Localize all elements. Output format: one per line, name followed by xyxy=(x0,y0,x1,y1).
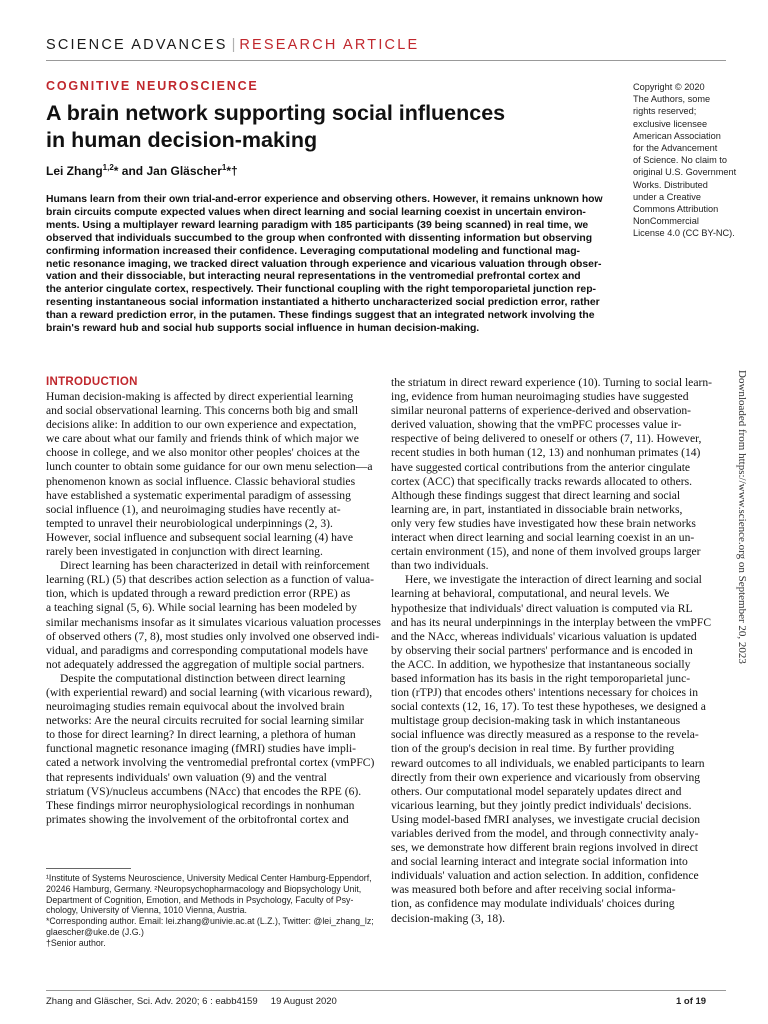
footnote-line: chology, University of Vienna, 1010 Vienna, Austria. xyxy=(46,905,247,916)
body-line: of observed others (7, 8), most studies only involved one observed indi- xyxy=(46,629,380,643)
body-line: others. Our computational model separately updates direct and xyxy=(391,784,682,798)
footnote-line: Department of Cognition, Emotion, and Methods in Psychology, Faculty of Psy- xyxy=(46,894,354,905)
body-line: only very few studies have investigated how these brain networks xyxy=(391,516,696,530)
body-line: tion, which is updated through a reward prediction error (RPE) as xyxy=(46,587,351,601)
body-line: tion (rTPJ) that encodes others' intentions necessary for choices in xyxy=(391,686,698,700)
body-line: derived valuation, showing that the vmPFC processes value ir- xyxy=(391,418,682,432)
title-line: A brain network supporting social influences xyxy=(46,101,506,125)
copyright-line: License 4.0 (CC BY-NC). xyxy=(633,228,735,239)
body-line: Using model-based fMRI analyses, we investigate crucial decision xyxy=(391,812,701,826)
copyright-line: Works. Distributed xyxy=(633,179,708,190)
author-name: Lei Zhang xyxy=(46,164,103,178)
copyright-line: exclusive licensee xyxy=(633,118,708,129)
abstract-line: resenting instantaneous social information instantiated a hitherto uncharacterized social prediction error, rather xyxy=(46,297,600,309)
body-line: recent studies in both human (12, 13) and nonhuman primates (14) xyxy=(391,446,701,460)
body-line: vicarious learning, but they jointly predict individuals' decisions. xyxy=(391,798,692,812)
body-line: and has its neural underpinnings in the interplay between the vmPFC xyxy=(391,615,712,629)
abstract-line: observed that individuals succumbed to the group when confronted with dissenting information but observing xyxy=(46,232,593,244)
body-column-right xyxy=(391,376,719,926)
copyright-line: Copyright © 2020 xyxy=(633,82,705,92)
copyright-line: The Authors, some xyxy=(633,94,711,105)
author-name: Jan Gläscher xyxy=(146,164,222,178)
section-label: COGNITIVE NEUROSCIENCE xyxy=(46,79,259,93)
body-line: not adequately addressed the aggregation of multiple social partners. xyxy=(46,657,365,671)
body-line: phenomenon known as social influence. Classic behavioral studies xyxy=(46,474,356,488)
footer-citation: Zhang and Gläscher, Sci. Adv. 2020; 6 : eabb4159 19 August 2020 xyxy=(46,996,337,1007)
abstract-line: netic resonance imaging, we tracked direct valuation through experience and vicarious valuation through obser- xyxy=(46,258,602,270)
body-line: variables derived from the model, and through connectivity analy- xyxy=(391,827,699,840)
body-line: cated a network involving the ventromedial prefrontal cortex (vmPFC) xyxy=(46,756,375,770)
copyright-line: for the Advancement xyxy=(633,143,718,154)
copyright-line: rights reserved; xyxy=(633,106,697,117)
body-line: have established a systematic experimental paradigm of assessing xyxy=(46,488,351,502)
footnote-line: 20246 Hamburg, Germany. ²Neuropsychopharmacology and Biopsychology Unit, xyxy=(46,883,362,894)
header-separator: | xyxy=(231,37,236,53)
body-line: striatum (VS)/nucleus accumbens (NAcc) that encodes the RPE (6). xyxy=(46,784,362,798)
body-line: similar mechanisms insofar as it simulates vicarious valuation processes xyxy=(46,615,381,629)
body-line: ses, we demonstrate how different brain regions involved in direct xyxy=(391,841,698,855)
body-line: lunch counter to obtain some guidance for our own menu selection—a xyxy=(46,460,373,474)
body-line: (with experiential reward) and social learning (with vicarious reward), xyxy=(46,685,373,699)
journal-header xyxy=(46,37,419,53)
body-line: multistage group decision-making task in which instantaneous xyxy=(391,714,681,728)
body-line: Although these findings suggest that direct learning and social xyxy=(391,488,681,502)
abstract-line: than a reward prediction error, in the putamen. These findings suggest that an integrated network involving the xyxy=(46,310,595,322)
abstract-line: Humans learn from their own trial-and-error experience and observing others. However, it remains unknown how xyxy=(46,194,603,205)
body-line: neuroimaging studies remain equivocal about the involved brain xyxy=(46,700,345,714)
body-line: and social learning interact and integrate social information into xyxy=(391,855,688,869)
body-line: we care about what our family and friends think of which major we xyxy=(46,432,359,446)
abstract-line: brain's reward hub and social hub supports social influence in human decision-making. xyxy=(46,323,480,335)
abstract-line: confirming information increased their confidence. Leveraging computational modeling and functional mag- xyxy=(46,245,581,257)
body-line: primates showing the involvement of the orbitofrontal cortex and xyxy=(46,812,349,826)
body-line: However, social influence and subsequent social learning (4) have xyxy=(46,530,353,544)
body-line: that represents individuals' own valuation (9) and the ventral xyxy=(46,770,327,784)
body-line: functional magnetic resonance imaging (fMRI) studies have impli- xyxy=(46,742,357,756)
author-affiliation: 1 xyxy=(221,163,227,172)
body-line: cortex (ACC) that specifically tracks rewards allocated to others. xyxy=(391,474,693,488)
body-line: decision-making (3, 18). xyxy=(391,911,505,925)
page-number: 1 of 19 xyxy=(676,996,707,1007)
body-line: learning at behavioral, computational, and neural levels. We xyxy=(391,587,670,601)
footnote-line: glaescher@uke.de (J.G.) xyxy=(46,926,144,937)
body-line: vidual, and paradigms and corresponding computational models have xyxy=(46,643,368,657)
body-line: learning are, in part, instantiated in dissociable brain networks, xyxy=(391,502,683,516)
body-line: individuals' valuation and action selection. In addition, confidence xyxy=(391,869,699,883)
body-line: tion, as confidence may modulate individuals' choices during xyxy=(391,897,675,911)
copyright-line: Commons Attribution xyxy=(633,204,719,215)
article-type: RESEARCH ARTICLE xyxy=(239,37,420,53)
body-line: have suggested cortical contributions from the anterior cingulate xyxy=(391,460,691,474)
body-line: choose in college, and we also monitor other peoples' choices at the xyxy=(46,446,360,460)
abstract-line: vation and their dissociable, but interacting neural representations in the ventromedial prefrontal cortex and xyxy=(46,271,581,283)
body-line: Direct learning has been characterized in detail with reinforcement xyxy=(60,559,370,573)
author-affiliation: 1,2 xyxy=(102,163,114,172)
body-line: similar neuronal patterns of experience-derived and observation- xyxy=(391,404,692,418)
footer-rule xyxy=(46,990,726,991)
body-line: was measured both before and after receiving social informa- xyxy=(391,883,676,897)
abstract-line: brain circuits compute expected values when direct learning and social learning coexist in uncertain environ- xyxy=(46,206,586,218)
body-line: ing, evidence from human neuroimaging studies have suggested xyxy=(391,390,689,404)
body-line: by observing their social partners' performance and is encoded in xyxy=(391,643,693,657)
body-line: tion of the group's decision in real time. By further providing xyxy=(391,742,675,756)
body-line: directly from their own experience and vicariously from observing xyxy=(391,770,701,784)
copyright-line: original U.S. Government xyxy=(633,167,737,178)
body-line: social contexts (12, 16, 17). To test these hypotheses, we designed a xyxy=(391,700,706,714)
body-line: social influence (1), and neuroimaging studies have recently at- xyxy=(46,502,341,516)
footnote-line: ¹Institute of Systems Neuroscience, University Medical Center Hamburg-Eppendorf, xyxy=(46,873,372,883)
copyright-line: under a Creative xyxy=(633,191,701,202)
body-line: decisions alike: In addition to our own experience and expectation, xyxy=(46,418,357,432)
footnote-line: †Senior author. xyxy=(46,937,106,948)
body-line: and the NAcc, whereas individuals' vicarious valuation is updated xyxy=(391,629,697,643)
body-line: learning (RL) (5) that describes action selection as a function of valua- xyxy=(46,573,375,587)
body-line: reward outcomes to all individuals, we enabled participants to learn xyxy=(391,756,705,770)
footnotes xyxy=(46,873,376,949)
copyright-notice xyxy=(633,81,738,240)
body-line: respective of being delivered to oneself or others (7, 11). However, xyxy=(391,432,702,446)
author-mark: * xyxy=(113,164,119,178)
body-line: and social observational learning. This concerns both big and small xyxy=(46,404,359,418)
body-line: Despite the computational distinction between direct learning xyxy=(60,671,346,685)
title-line: in human decision-making xyxy=(46,128,318,152)
body-line: based information has its basis in the right temporoparietal junc- xyxy=(391,671,691,685)
copyright-line: of Science. No claim to xyxy=(633,155,727,166)
header-rule xyxy=(46,60,726,61)
body-line: tempted to unravel their neurobiological underpinnings (2, 3). xyxy=(46,516,333,530)
footnote-rule xyxy=(46,868,131,869)
body-line: social influence was directly measured as a response to the revela- xyxy=(391,728,699,742)
author-conjunction: and xyxy=(118,164,147,178)
abstract-line: the anterior cingulate cortex, respectively. Their functional coupling with the right temporoparietal junction rep- xyxy=(46,284,597,296)
body-line: Here, we investigate the interaction of direct learning and social xyxy=(405,573,702,587)
copyright-line: NonCommercial xyxy=(633,216,699,227)
body-line: hypothesize that individuals' direct valuation is computed via RL xyxy=(391,601,693,615)
body-line: These findings mirror neurophysiological recordings in nonhuman xyxy=(46,798,355,812)
body-line: rarely been investigated in conjunction with direct learning. xyxy=(46,545,323,559)
body-line: certain environment (15), and none of them involved groups larger xyxy=(391,545,701,559)
body-line: networks: Are the neural circuits recruited for social learning similar xyxy=(46,714,364,728)
abstract-line: ments. Using a multiplayer reward learning paradigm with 185 participants (39 being scanned) in real time, we xyxy=(46,219,589,231)
article-title xyxy=(46,100,606,154)
journal-name: SCIENCE ADVANCES xyxy=(46,37,228,53)
body-line: to those for direct learning? In direct learning, a plethora of human xyxy=(46,728,356,742)
body-column-left xyxy=(46,390,381,827)
download-note: Downloaded from https://www.science.org on September 20, 2023 xyxy=(736,370,748,664)
body-line: interact when direct learning and social learning coexist in an un- xyxy=(391,531,695,545)
body-line: Human decision-making is affected by direct experiential learning xyxy=(46,390,354,403)
body-line: the ACC. In addition, we hypothesize that instantaneous socially xyxy=(391,657,691,671)
abstract xyxy=(46,194,615,336)
body-line: the striatum in direct reward experience (10). Turning to social learn- xyxy=(391,376,712,389)
footnote-line: *Corresponding author. Email: lei.zhang@univie.ac.at (L.Z.), Twitter: @lei_zhang_lz; xyxy=(46,916,374,927)
author-mark: *† xyxy=(226,164,238,178)
copyright-line: American Association xyxy=(633,130,721,141)
introduction-heading: INTRODUCTION xyxy=(46,376,138,388)
author-list xyxy=(46,163,238,178)
body-line: than two individuals. xyxy=(391,559,489,573)
body-line: a teaching signal (5, 6). While social learning has been modeled by xyxy=(46,601,358,615)
